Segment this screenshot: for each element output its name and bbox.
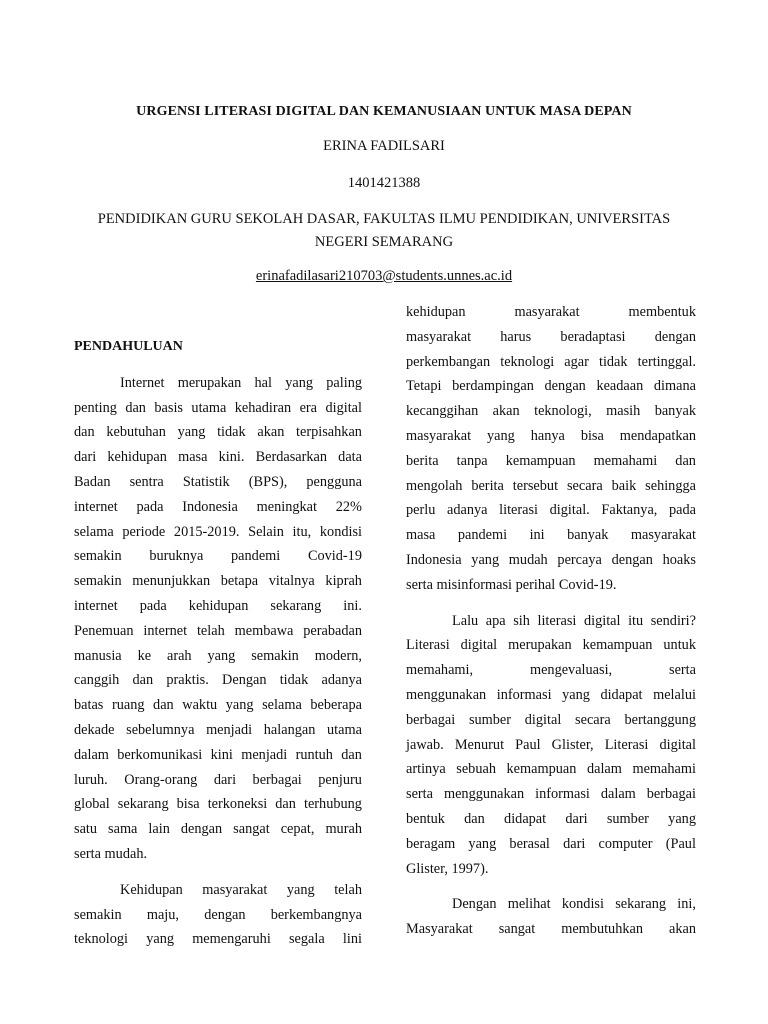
text-line: berita tanpa kemampuan memahami dan xyxy=(406,452,696,469)
text-line: dekade sebelumnya menjadi halangan utama xyxy=(74,721,362,738)
text-line: berbagai sumber digital secara bertanggung xyxy=(406,711,696,728)
paragraph-adaptation xyxy=(406,300,696,598)
text-line: serta mudah. xyxy=(74,845,148,862)
text-line: artinya sebuah kemampuan dalam memahami xyxy=(406,761,696,778)
author-name: ERINA FADILSARI xyxy=(323,138,445,154)
text-line: dan kebutuhan yang tidak akan terpisahkan xyxy=(74,424,362,441)
text-line: Tetapi berdampingan dengan keadaan dimana xyxy=(406,378,696,395)
author-email-link[interactable]: erinafadilasari210703@students.unnes.ac.id xyxy=(255,268,513,284)
text-line: Masyarakat sangat membutuhkan akan xyxy=(406,921,696,938)
text-line: Badan sentra Statistik (BPS), pengguna xyxy=(74,473,362,490)
text-line: semakin buruknya pandemi Covid-19 xyxy=(74,548,362,565)
affiliation-line-2: NEGERI SEMARANG xyxy=(314,234,454,250)
text-line: perkembangan teknologi agar tidak tertinggal. xyxy=(406,353,696,370)
text-line: kecanggihan akan teknologi, masih banyak xyxy=(406,403,696,420)
text-line: Penemuan internet telah membawa perabadan xyxy=(74,622,362,639)
text-line: masyarakat yang hanya bisa mendapatkan xyxy=(406,427,696,444)
text-line: perlu adanya literasi digital. Faktanya, pada xyxy=(406,502,696,519)
affiliation-line-1: PENDIDIKAN GURU SEKOLAH DASAR, FAKULTAS ILMU PENDIDIKAN, UNIVERSITAS xyxy=(97,211,671,227)
text-line: jawab. Menurut Paul Glister, Literasi digital xyxy=(406,736,696,753)
text-line: dari kehidupan masa kini. Berdasarkan data xyxy=(74,449,362,466)
text-line: kehidupan masyarakat membentuk xyxy=(406,304,696,320)
text-line: semakin menunjukkan betapa vitalnya kiprah xyxy=(74,573,362,590)
text-line: luruh. Orang-orang dari berbagai penjuru xyxy=(74,771,362,788)
left-column xyxy=(74,335,362,952)
text-line: beragam yang berasal dari computer (Paul xyxy=(406,835,696,852)
text-line: internet pada kehidupan sekarang ini. xyxy=(74,597,362,614)
text-line: global sekarang bisa terkoneksi dan terhubung xyxy=(74,796,362,813)
text-line: semakin maju, dengan berkembangnya xyxy=(74,906,362,923)
text-line: Indonesia yang mudah percaya dengan hoaks xyxy=(406,551,696,568)
text-line: masyarakat harus beradaptasi dengan xyxy=(406,328,696,345)
text-line: Dengan melihat kondisi sekarang ini, xyxy=(452,896,696,913)
text-line: masa pandemi ini banyak masyarakat xyxy=(406,527,696,544)
text-line: serta misinformasi perihal Covid-19. xyxy=(406,576,617,593)
paragraph-society xyxy=(74,878,362,952)
text-line: bentuk dan didapat dari sumber yang xyxy=(406,810,696,827)
text-line: memahami, mengevaluasi, serta xyxy=(406,662,696,679)
text-line: penting dan basis utama kehadiran era digital xyxy=(74,399,362,416)
section-heading: PENDAHULUAN xyxy=(74,339,183,354)
student-id: 1401421388 xyxy=(347,175,421,191)
text-line: canggih dan praktis. Dengan tidak adanya xyxy=(74,672,362,689)
text-line: menggunakan informasi yang didapat melalui xyxy=(406,686,696,703)
paragraph-introduction xyxy=(74,371,362,867)
text-line: Kehidupan masyarakat yang telah xyxy=(120,881,362,898)
text-line: batas ruang dan waktu yang selama beberapa xyxy=(74,697,362,714)
text-line: satu sama lain dengan sangat cepat, murah xyxy=(74,821,362,838)
text-line: dalam berkomunikasi kini menjadi runtuh dan xyxy=(74,746,362,763)
right-column xyxy=(406,300,696,942)
text-line: internet pada Indonesia meningkat 22% xyxy=(74,498,362,515)
text-line: serta menggunakan informasi dalam berbagai xyxy=(406,786,696,803)
text-line: teknologi yang memengaruhi segala lini xyxy=(74,931,362,948)
text-line: manusia ke arah yang semakin modern, xyxy=(74,647,362,664)
paper-title: URGENSI LITERASI DIGITAL DAN KEMANUSIAAN UNTUK MASA DEPAN xyxy=(136,104,632,119)
affiliation xyxy=(64,208,704,254)
text-line: Glister, 1997). xyxy=(406,860,489,877)
text-line: mengolah berita tersebut secara baik sehingga xyxy=(406,477,696,494)
text-line: Literasi digital merupakan kemampuan untuk xyxy=(406,637,696,654)
text-line: Lalu apa sih literasi digital itu sendiri? xyxy=(452,612,696,629)
paragraph-current-conditions xyxy=(406,892,696,942)
text-line: Internet merupakan hal yang paling xyxy=(120,374,362,391)
text-line: selama periode 2015-2019. Selain itu, kondisi xyxy=(74,523,362,540)
paragraph-digital-literacy-definition xyxy=(406,609,696,882)
